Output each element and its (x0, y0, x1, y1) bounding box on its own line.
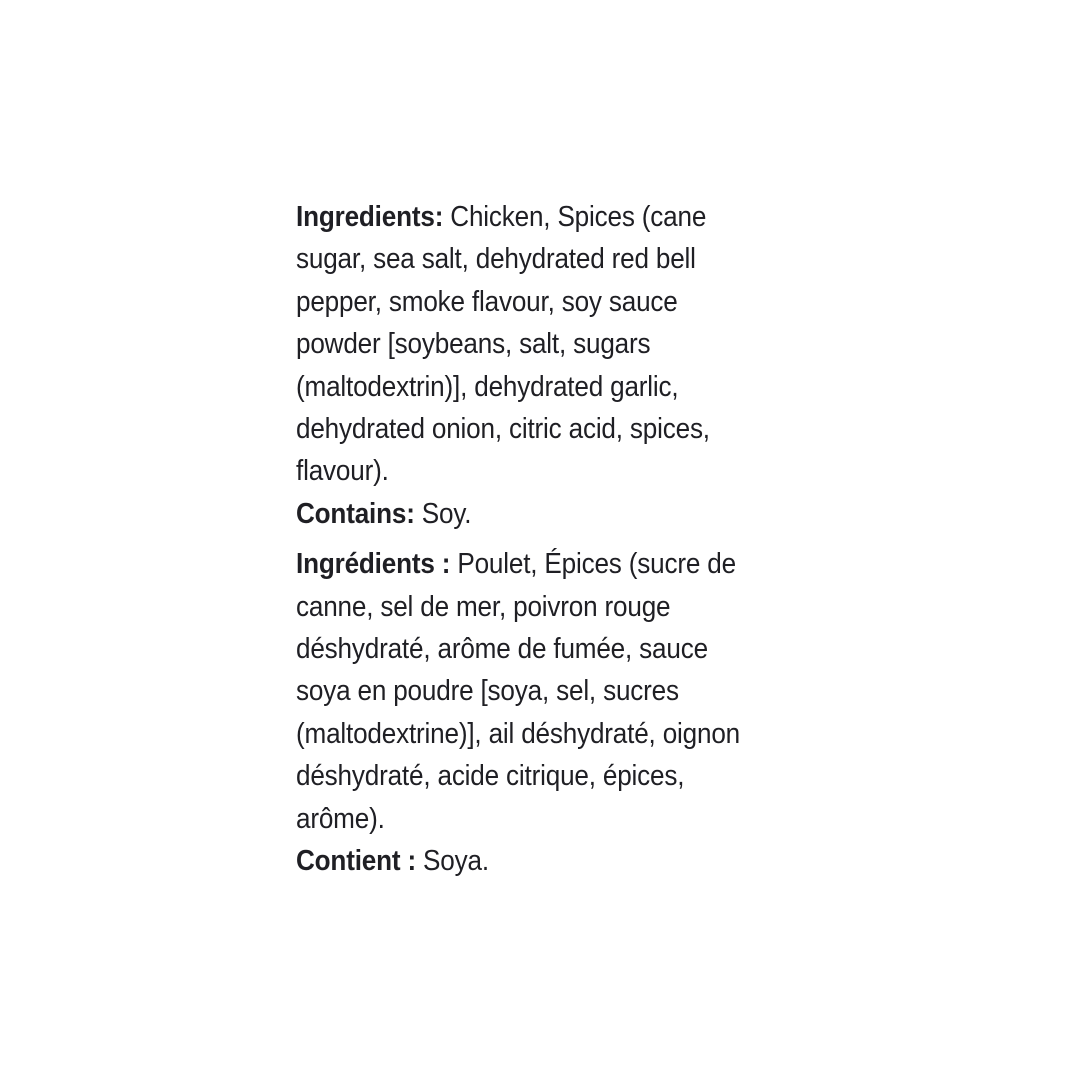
french-contains-heading: Contient : (296, 845, 416, 878)
french-ingredients-line-1 (296, 543, 764, 585)
french-ingredients-line-5: (maltodextrine)], ail déshydraté, oignon (296, 717, 740, 750)
french-ingredients-line-4: soya en poudre [soya, sel, sucres (296, 675, 679, 708)
french-ingredients-line-7: arôme). (296, 802, 385, 835)
ingredient-label (296, 196, 816, 883)
english-contains-value: Soy. (414, 497, 472, 530)
french-ingredients-line-6: déshydraté, acide citrique, épices, (296, 760, 685, 793)
english-contains-line (296, 493, 764, 535)
english-ingredients-line-6: dehydrated onion, citric acid, spices, (296, 413, 710, 446)
english-contains-heading: Contains: (296, 497, 415, 530)
english-section (296, 196, 816, 535)
english-ingredients-line-5: (maltodextrin)], dehydrated garlic, (296, 370, 679, 403)
english-ingredients-line-7: flavour). (296, 455, 389, 488)
french-ingredients-line-2: canne, sel de mer, poivron rouge (296, 590, 671, 623)
french-contains-line (296, 840, 764, 882)
english-ingredients-heading: Ingredients: (296, 201, 444, 233)
english-ingredients-line-1 (296, 196, 764, 238)
french-ingredients-heading: Ingrédients : (296, 548, 451, 581)
french-section (296, 543, 816, 882)
section-gap (296, 535, 816, 543)
english-ingredients-line-3: pepper, smoke flavour, soy sauce (296, 285, 678, 318)
english-ingredients-text: Chicken, Spices (cane (443, 201, 707, 233)
english-ingredients-line-2: sugar, sea salt, dehydrated red bell (296, 243, 696, 276)
french-contains-value: Soya. (415, 845, 489, 878)
french-ingredients-text: Poulet, Épices (sucre de (450, 548, 736, 581)
english-ingredients-line-4: powder [soybeans, salt, sugars (296, 328, 651, 361)
french-ingredients-line-3: déshydraté, arôme de fumée, sauce (296, 633, 708, 666)
